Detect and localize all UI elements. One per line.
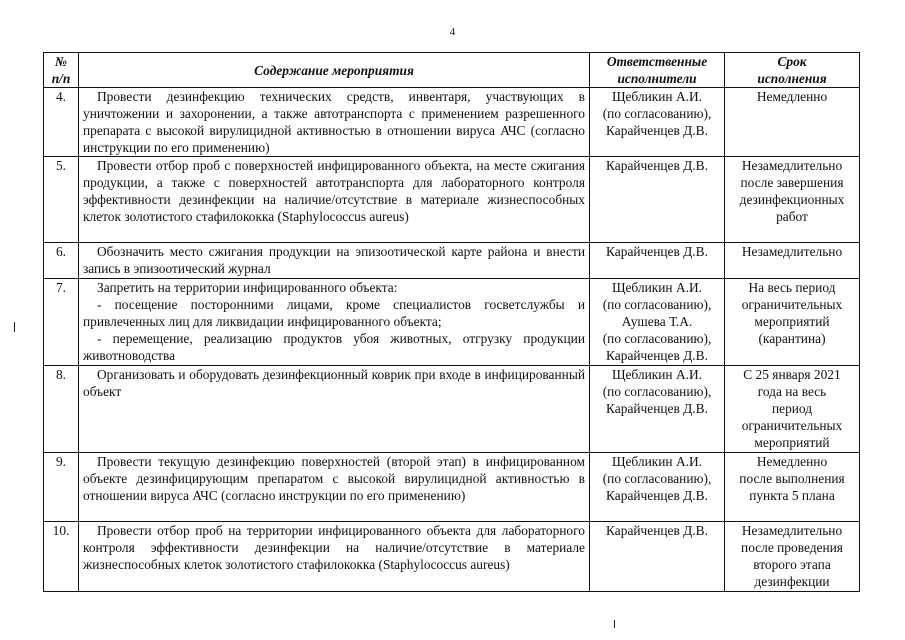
header-responsible <box>590 53 725 88</box>
measure-content <box>79 279 590 366</box>
deadline-line: после проведения <box>741 540 843 555</box>
responsible-line: Карайченцев Д.В. <box>606 523 708 538</box>
deadline-cell <box>725 157 860 243</box>
scan-mark <box>614 620 615 628</box>
measure-content: Организовать и оборудовать дезинфекционный коврик при входе в инфицированный объект <box>79 366 590 453</box>
header-deadline <box>725 53 860 88</box>
table-row <box>44 88 860 157</box>
responsible-line: Карайченцев Д.В. <box>606 348 708 363</box>
row-number: 8. <box>44 366 79 453</box>
measure-content: Провести отбор проб с поверхностей инфицированного объекта, на месте сжигания продукции, а также с поверхностей автотранспорта для лабораторного контроля эффективности дезинфекции на наличие/отсутствие в материале жизнеспособных клеток золотистого стафилококка (Staphylococcus aureus) <box>79 157 590 243</box>
measure-content: Провести отбор проб на территории инфицированного объекта для лабораторного контроля эффективности дезинфекции на наличие/отсутствие в материале жизнеспособных клеток золотистого стафилококка (Staphylococcus aureus) <box>79 522 590 592</box>
deadline-cell <box>725 366 860 453</box>
header-num <box>44 53 79 88</box>
deadline-line: ограничительных <box>741 297 843 312</box>
table-row <box>44 279 860 366</box>
deadline-line: Незамедлительно <box>741 158 843 173</box>
responsible-cell <box>590 157 725 243</box>
responsible-cell <box>590 243 725 279</box>
responsible-line: Карайченцев Д.В. <box>606 401 708 416</box>
responsible-line: Карайченцев Д.В. <box>606 488 708 503</box>
header-num-line: № <box>54 54 68 69</box>
deadline-line: (карантина) <box>758 331 826 346</box>
deadline-line: второго этапа <box>753 557 831 572</box>
measure-content-line: - перемещение, реализацию продуктов убоя животных, отгрузку продукции животноводства <box>83 331 585 363</box>
header-num-line: п/п <box>51 71 71 86</box>
deadline-line: мероприятий <box>754 314 830 329</box>
scan-mark <box>14 322 15 332</box>
responsible-cell <box>590 88 725 157</box>
responsible-line: (по согласованию), <box>602 297 712 312</box>
deadline-line: дезинфекционных <box>739 192 845 207</box>
row-number: 7. <box>44 279 79 366</box>
table-row <box>44 522 860 592</box>
measure-content: Провести текущую дезинфекцию поверхностей (второй этап) в инфицированном объекте дезинфицирующим препаратом с высокой вирулицидной активностью в отношении вируса АЧС (согласно инструкции по его применению) <box>79 453 590 522</box>
deadline-line: после выполнения <box>739 471 845 486</box>
measure-content-line: Запретить на территории инфицированного объекта: <box>97 280 398 295</box>
measures-table <box>43 52 860 592</box>
measure-content: Обозначить место сжигания продукции на эпизоотической карте района и внести запись в эпизоотический журнал <box>79 243 590 279</box>
table-row <box>44 453 860 522</box>
deadline-cell <box>725 88 860 157</box>
deadline-cell <box>725 453 860 522</box>
measure-content-line: - посещение посторонними лицами, кроме специалистов госветслужбы и привлеченных лиц для ликвидации инфицированного объекта; <box>83 297 585 329</box>
page-number: 4 <box>449 26 456 38</box>
row-number: 6. <box>44 243 79 279</box>
responsible-cell <box>590 453 725 522</box>
deadline-cell <box>725 243 860 279</box>
deadline-line: года на весь <box>757 384 827 399</box>
responsible-line: (по согласованию), <box>602 106 712 121</box>
responsible-line: (по согласованию), <box>602 471 712 486</box>
deadline-line: Немедленно <box>756 89 828 104</box>
header-deadline-line: Срок <box>777 54 807 69</box>
header-responsible-line: исполнители <box>617 71 697 86</box>
responsible-line: Аушева Т.А. <box>621 314 693 329</box>
responsible-line: (по согласованию), <box>602 331 712 346</box>
measure-content: Провести дезинфекцию технических средств, инвентаря, участвующих в уничтожении и захоронении, а также автотранспорта с применением разрешенного препарата с высокой вирулицидной активностью в отношении вируса АЧС (согласно инструкции по его применению) <box>79 88 590 157</box>
responsible-cell <box>590 279 725 366</box>
deadline-cell <box>725 522 860 592</box>
deadline-line: Незамедлительно <box>741 523 843 538</box>
deadline-line: дезинфекции <box>754 574 830 589</box>
responsible-cell <box>590 366 725 453</box>
responsible-line: (по согласованию), <box>602 384 712 399</box>
responsible-line: Карайченцев Д.В. <box>606 158 708 173</box>
header-row <box>44 53 860 88</box>
table-row <box>44 243 860 279</box>
deadline-line: На весь период <box>748 280 836 295</box>
deadline-cell <box>725 279 860 366</box>
row-number: 5. <box>44 157 79 243</box>
deadline-line: после завершения <box>740 175 844 190</box>
deadline-line: ограничительных <box>741 418 843 433</box>
responsible-line: Щебликин А.И. <box>611 280 702 295</box>
responsible-cell <box>590 522 725 592</box>
deadline-line: мероприятий <box>754 435 830 450</box>
header-responsible-line: Ответственные <box>606 54 708 69</box>
header-deadline-line: исполнения <box>757 71 827 86</box>
deadline-line: работ <box>776 209 808 224</box>
responsible-line: Карайченцев Д.В. <box>606 244 708 259</box>
row-number: 4. <box>44 88 79 157</box>
deadline-line: Немедленно <box>756 454 828 469</box>
table-row <box>44 157 860 243</box>
deadline-line: пункта 5 плана <box>749 488 835 503</box>
row-number: 9. <box>44 453 79 522</box>
responsible-line: Щебликин А.И. <box>611 454 702 469</box>
deadline-line: С 25 января 2021 <box>743 367 841 382</box>
header-content: Содержание мероприятия <box>79 53 590 88</box>
table-row <box>44 366 860 453</box>
row-number: 10. <box>44 522 79 592</box>
deadline-line: период <box>771 401 813 416</box>
responsible-line: Щебликин А.И. <box>611 367 702 382</box>
deadline-line: Незамедлительно <box>741 244 843 259</box>
responsible-line: Щебликин А.И. <box>611 89 702 104</box>
responsible-line: Карайченцев Д.В. <box>606 123 708 138</box>
